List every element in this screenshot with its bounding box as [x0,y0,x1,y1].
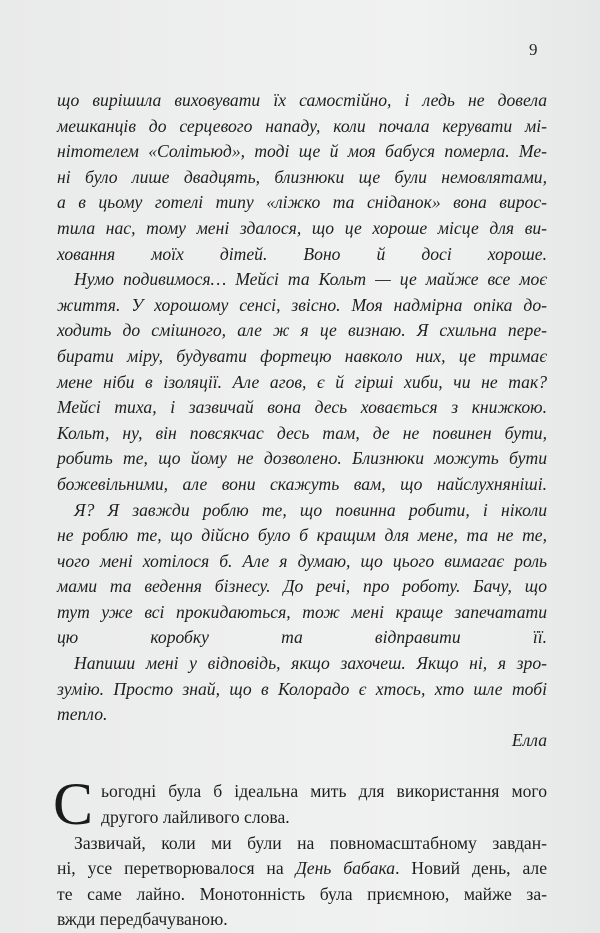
text-line: вжди передбачуваною. [57,909,228,930]
text-line: зумію. Просто знай, що в Колорадо є хтось, хто шле тобі [57,678,547,699]
text-segment: . Новий день, але [395,858,548,879]
text-line: Кольт, ну, він повсякчас десь там, де не повинен бути, [57,422,547,443]
text-line: робить те, що йому не дозволено. Близнюки можуть бути [57,448,547,469]
narrative-text [53,771,548,933]
text-line: мешканців до серцевого нападу, коли почала керувати мі- [57,115,547,136]
narrative-paragraph-1 [53,771,547,838]
text-line: не роблю те, що дійсно було б кращим для мене, та не те, [57,525,547,546]
letter-signature: Елла [511,729,547,750]
letter-paragraph-4 [57,651,547,728]
page-number: 9 [529,40,538,59]
text-line: ні було лише двадцять, близнюки ще були немовлятами, [57,166,547,187]
text-line: чого мені хотілося б. Але я думаю, що цього вимагає роль [57,550,547,571]
text-line: те саме лайно. Монотонність була приємною, майже за- [57,883,547,904]
italic-title: День бабака [295,858,396,879]
text-line: божевільними, але вони скажуть вам, що найслухняніші. [57,473,547,494]
page-body [53,88,548,933]
text-line: нітотелем «Солітьюд», тоді ще й моя бабуся померла. Ме- [57,141,547,162]
letter-paragraph-3 [57,498,547,652]
text-line: ховання моїх дітей. Воно й досі хороше. [57,243,547,264]
text-line: мами та ведення бізнесу. До речі, про роботу. Бачу, що [57,576,547,597]
text-line: тепло. [57,704,108,725]
letter-paragraph-2 [57,267,547,497]
text-line: Зазвичай, коли ми були на повномасштабному завдан- [74,832,547,853]
text-line: цю коробку та відправити її. [57,627,547,648]
text-line: тут уже всі прокидаються, тож мені краще запечатати [57,601,547,622]
text-line: тила нас, тому мені здалося, що це хороше місце для ви- [57,217,547,238]
drop-cap: С [53,771,94,838]
letter-paragraph-1 [57,88,547,267]
narrative-paragraph-2 [57,831,547,933]
text-line: бирати міру, будувати фортецю навколо них, це тримає [57,345,547,366]
text-line: Напиши мені у відповідь, якщо захочеш. Якщо ні, я зро- [74,653,547,674]
text-line: ьогодні була б ідеальна мить для використання мого [101,781,547,802]
text-line: що вирішила виховувати їх самостійно, і ледь не довела [57,90,547,110]
text-line: а в цьому готелі типу «ліжко та сніданок» вона вирос- [57,192,547,213]
text-line: Мейсі тиха, і зазвичай вона десь ховається з книжкою. [57,397,547,418]
text-line: ходить до смішного, але ж я це визнаю. Я схильна пере- [57,320,547,341]
text-line: Нумо подивимося… Мейсі та Кольт — це майже все моє [74,269,547,290]
text-line: Я? Я завжди роблю те, що повинна робити, і ніколи [74,499,547,520]
text-segment: ні, усе перетворювалося на [57,858,296,879]
text-line: мене ніби в ізоляції. Але агов, є й гірші хиби, чи не так? [57,371,547,392]
letter-text [57,88,547,753]
text-line: життя. У хорошому сенсі, звісно. Моя надмірна опіка до- [57,294,547,315]
text-line [57,856,547,882]
text-line: другого лайливого слова. [101,807,290,828]
